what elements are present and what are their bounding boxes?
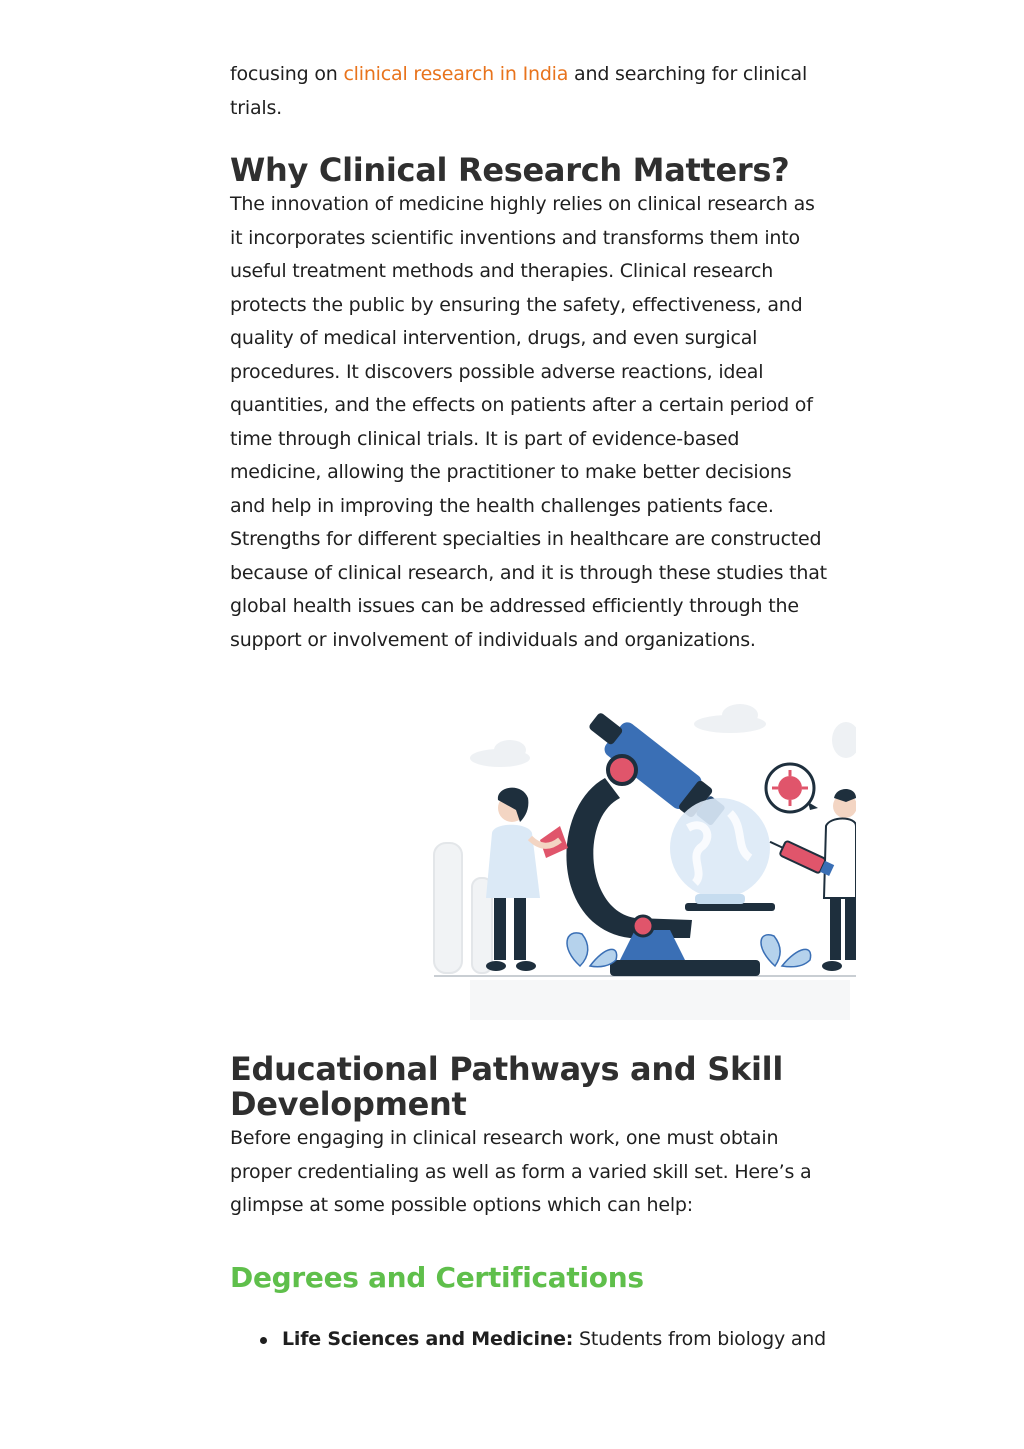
educational-pathways-heading: Educational Pathways and Skill Development [230,1050,783,1123]
virus-icon [766,764,818,812]
floor-reflection [470,980,850,1020]
why-clinical-research-heading: Why Clinical Research Matters? [230,151,790,189]
female-scientist-icon [486,788,568,971]
degrees-certifications-subheading: Degrees and Certifications [230,1260,644,1294]
intro-text-before: focusing on [230,63,344,85]
educational-pathways-body: Before engaging in clinical research work, one must obtain proper credentialing as well as form a varied skill set. Here’s a glimpse at some possible options which can help: [230,1127,812,1216]
intro-text-after: and searching for clinical trials. [230,63,808,119]
illustration-svg [430,698,856,1028]
intro-paragraph [230,58,830,125]
microscope-icon [566,704,775,976]
bullet-icon [260,1337,267,1344]
degrees-list [230,1323,830,1356]
test-tubes-icon [434,843,492,973]
list-item [282,1323,830,1356]
microscope-scientists-illustration [430,698,856,1028]
why-clinical-research-body: The innovation of medicine highly relies on clinical research as it incorporates scientific inventions and transforms them into useful treatment methods and therapies. Clinical research protects the public by ensuring the safety, effectiveness, and quality of medical intervention, drugs, and even surgical procedures. It discovers possible adverse reactions, ideal quantities, and the effects on patients after a certain period of time through clinical trials. It is part of evidence-based medicine, allowing the practitioner to make better decisions and help in improving the health challenges patients face. Strengths for different specialties in healthcare are constructed because of clinical research, and it is through these studies that global health issues can be addressed efficiently through the support or involvement of individuals and organizations. [230,193,827,651]
article-top [230,58,830,657]
education-section [230,1052,830,1356]
list-item-label: Life Sciences and Medicine: [282,1327,574,1350]
male-scientist-icon [767,789,856,971]
clinical-research-india-link[interactable]: clinical research in India [343,63,569,85]
list-item-text: Students from biology and [573,1327,826,1350]
